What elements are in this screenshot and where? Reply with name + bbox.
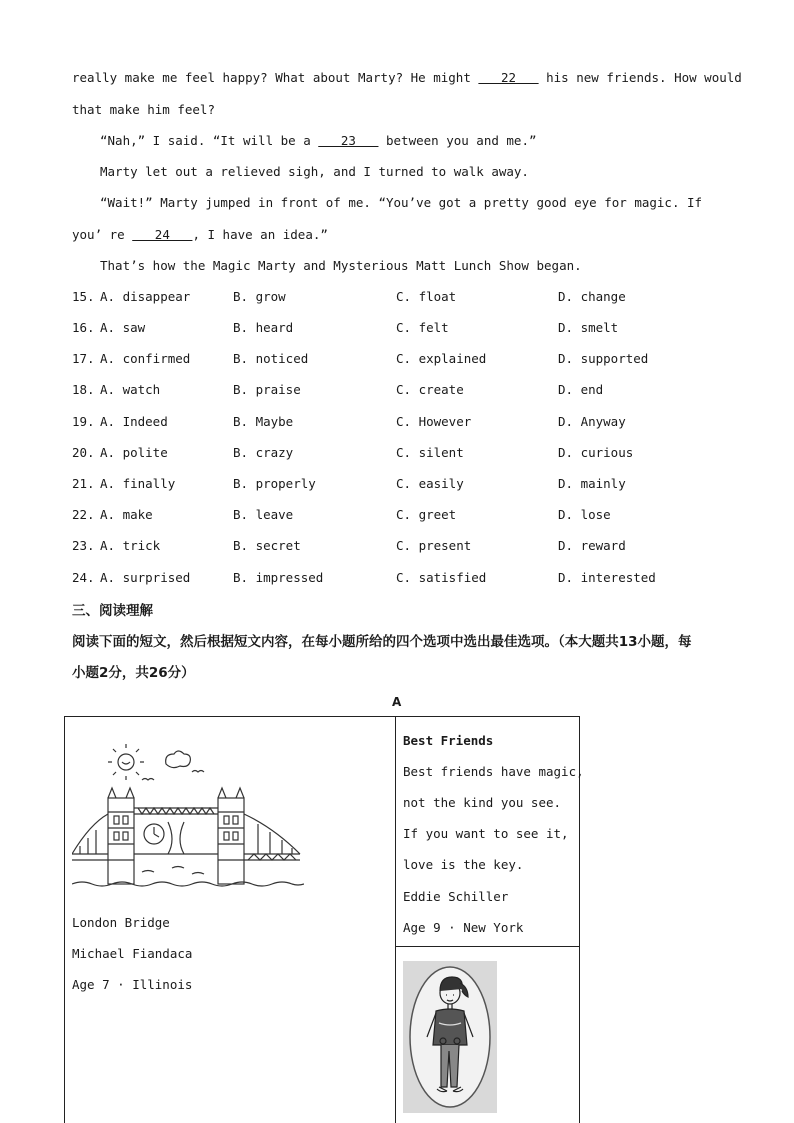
option-a: A. confirmed	[100, 351, 191, 366]
option-c: C. However	[396, 414, 472, 429]
question-num: 19.	[72, 414, 95, 429]
passage-text: you’ re	[72, 227, 133, 242]
left-cell-author: Michael Fiandaca	[72, 946, 193, 961]
option-d: D. change	[558, 289, 626, 304]
option-c: C. create	[396, 382, 464, 397]
question-num: 16.	[72, 320, 95, 335]
left-cell-title: London Bridge	[72, 915, 170, 930]
london-bridge-drawing	[72, 742, 304, 898]
option-c: C. greet	[396, 507, 457, 522]
passage-text: really make me feel happy? What about Marty? He might	[72, 70, 479, 85]
passage-line-1	[72, 70, 742, 85]
option-b: B. impressed	[233, 570, 324, 585]
passage-line-7: That’s how the Magic Marty and Mysterious Matt Lunch Show began.	[100, 258, 582, 273]
passage-line-4: Marty let out a relieved sigh, and I turned to walk away.	[100, 164, 529, 179]
poem-line-1: Best friends have magic,	[403, 764, 584, 779]
blank-22: 22	[478, 70, 539, 85]
passage-text: his new friends. How would	[538, 70, 742, 85]
girl-drawing	[403, 961, 497, 1113]
option-d: D. end	[558, 382, 604, 397]
passage-label: A	[392, 695, 402, 709]
option-a: A. finally	[100, 476, 176, 491]
option-a: A. Indeed	[100, 414, 168, 429]
option-c: C. explained	[396, 351, 487, 366]
option-a: A. watch	[100, 382, 161, 397]
question-num: 21.	[72, 476, 95, 491]
question-num: 22.	[72, 507, 95, 522]
passage-text: , I have an idea.”	[192, 227, 328, 242]
option-c: C. silent	[396, 445, 464, 460]
option-c: C. easily	[396, 476, 464, 491]
option-b: B. properly	[233, 476, 316, 491]
poem-line-2: not the kind you see.	[403, 795, 562, 810]
option-b: B. praise	[233, 382, 301, 397]
poem-title: Best Friends	[403, 733, 494, 748]
blank-23: 23	[318, 133, 379, 148]
section-instruction: 阅读下面的短文，然后根据短文内容，在每小题所给的四个选项中选出最佳选项。（本大题共13小题，每	[72, 634, 692, 650]
option-a: A. disappear	[100, 289, 191, 304]
passage-text: between you and me.”	[378, 133, 537, 148]
option-d: D. interested	[558, 570, 656, 585]
option-b: B. crazy	[233, 445, 294, 460]
left-cell-age-place: Age 7 · Illinois	[72, 977, 193, 992]
option-c: C. present	[396, 538, 472, 553]
option-d: D. reward	[558, 538, 626, 553]
question-num: 20.	[72, 445, 95, 460]
poem-line-3: If you want to see it,	[403, 826, 569, 841]
option-c: C. felt	[396, 320, 449, 335]
table-row-divider	[395, 946, 580, 947]
option-b: B. grow	[233, 289, 286, 304]
question-num: 24.	[72, 570, 95, 585]
option-a: A. trick	[100, 538, 161, 553]
passage-line-3	[100, 133, 537, 148]
option-a: A. make	[100, 507, 153, 522]
option-d: D. smelt	[558, 320, 619, 335]
blank-24: 24	[132, 227, 193, 242]
option-d: D. mainly	[558, 476, 626, 491]
option-c: C. satisfied	[396, 570, 487, 585]
option-d: D. curious	[558, 445, 634, 460]
option-a: A. saw	[100, 320, 146, 335]
option-b: B. secret	[233, 538, 301, 553]
option-d: D. Anyway	[558, 414, 626, 429]
passage-text: “Nah,” I said. “It will be a	[100, 133, 319, 148]
section-instruction-cont: 小题2分，共26分）	[72, 665, 195, 681]
passage-line-5: “Wait!” Marty jumped in front of me. “You’ve got a pretty good eye for magic. If	[100, 195, 703, 210]
poem-author: Eddie Schiller	[403, 889, 509, 904]
option-c: C. float	[396, 289, 457, 304]
question-num: 23.	[72, 538, 95, 553]
poem-line-4: love is the key.	[403, 857, 524, 872]
question-num: 15.	[72, 289, 95, 304]
option-b: B. leave	[233, 507, 294, 522]
section-title: 三、阅读理解	[72, 603, 153, 619]
poem-age-place: Age 9 · New York	[403, 920, 524, 935]
question-num: 18.	[72, 382, 95, 397]
option-d: D. lose	[558, 507, 611, 522]
option-b: B. Maybe	[233, 414, 294, 429]
option-a: A. surprised	[100, 570, 191, 585]
passage-line-2: that make him feel?	[72, 102, 215, 117]
option-b: B. heard	[233, 320, 294, 335]
option-d: D. supported	[558, 351, 649, 366]
option-a: A. polite	[100, 445, 168, 460]
passage-line-6	[72, 227, 328, 242]
option-b: B. noticed	[233, 351, 309, 366]
question-num: 17.	[72, 351, 95, 366]
table-divider	[395, 716, 396, 1123]
